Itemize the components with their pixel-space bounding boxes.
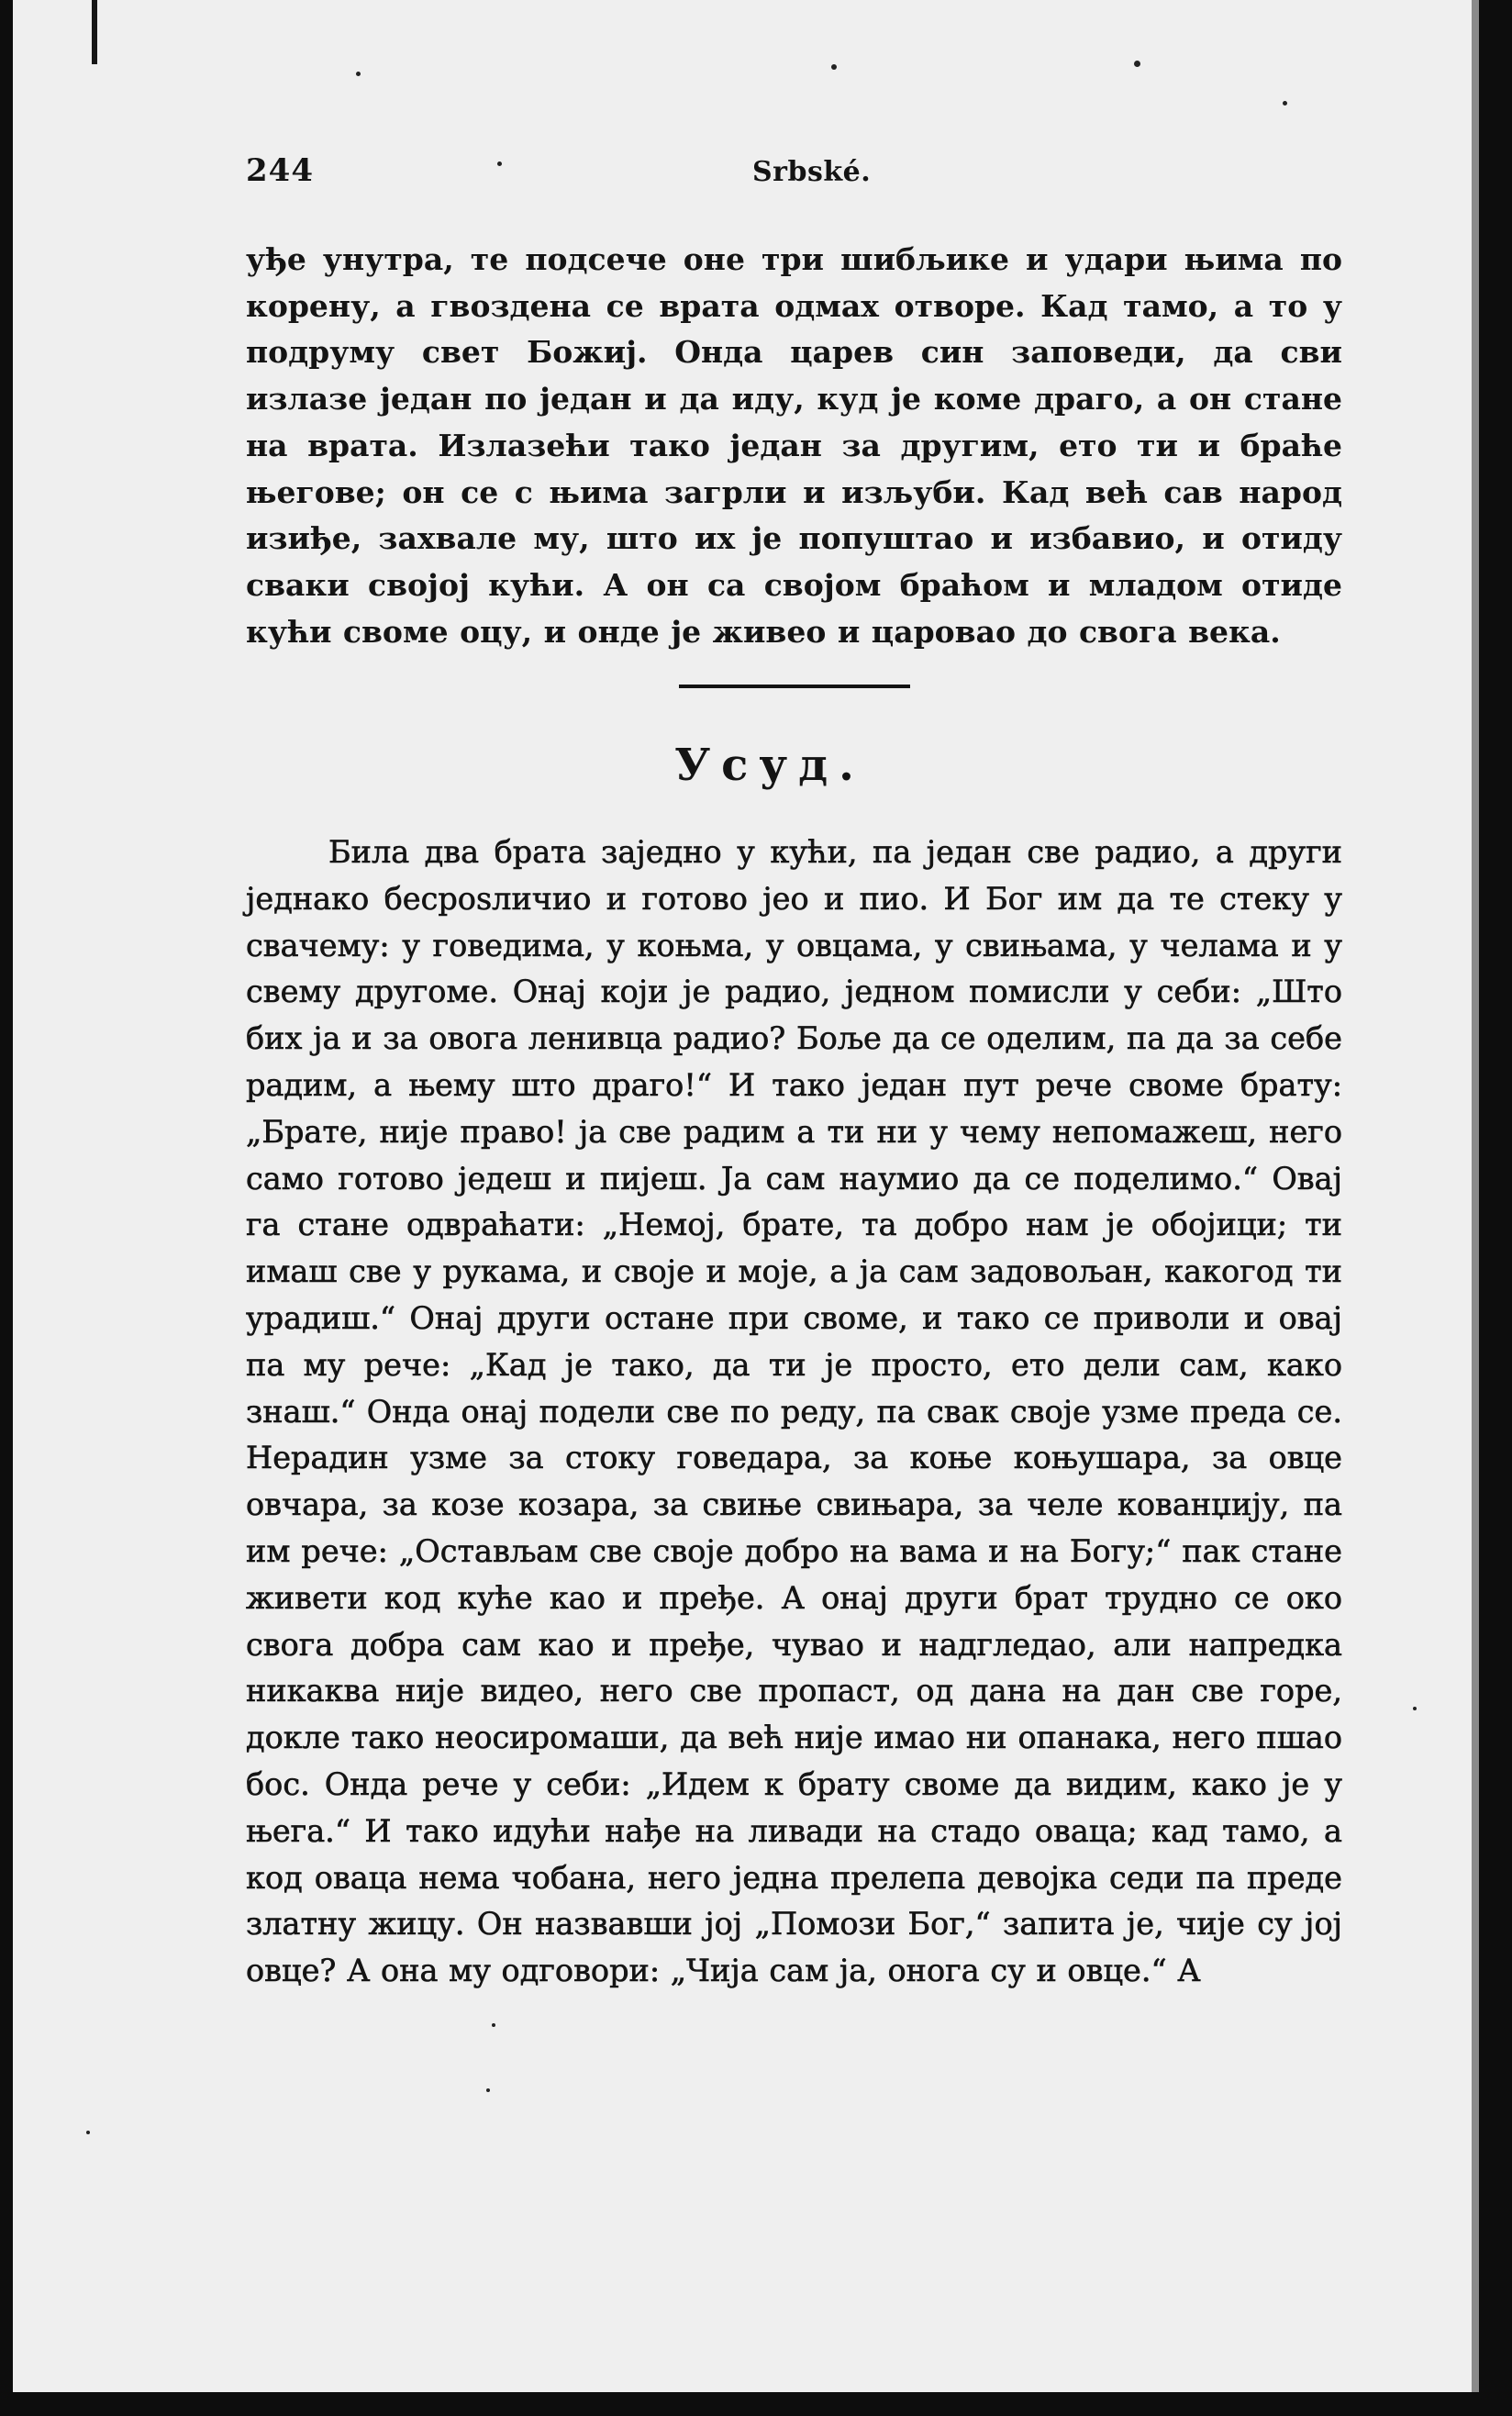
scan-edge-right	[1479, 0, 1512, 2416]
scan-speck	[1283, 101, 1287, 106]
scan-edge-left	[0, 0, 13, 2416]
scan-edge-bottom	[0, 2392, 1512, 2416]
scan-speck	[486, 2088, 490, 2092]
scan-speck	[1413, 1707, 1417, 1710]
scan-speck	[492, 2023, 495, 2027]
scan-edge-mark	[92, 0, 97, 64]
story-body	[246, 829, 1342, 1995]
scan-speck	[86, 2131, 90, 2134]
page-number: 244	[246, 152, 314, 189]
page-header	[246, 152, 1342, 198]
paragraph: Била два брата заједно у кући, па један све радио, а други једнако бесposличио и готово јео и пио. И Бог им да те стеку у свачему: у говедима, у коњма, у овцама, у свињама, у челама и у свему другоме. Онај који је радио, једном помисли у себи: „Што бих ја и за овога ленивца радио? Боље да се оделим, па да за себе радим, а њему што драго!“ И тако један пут рече своме брату: „Брате, није право! ја све радим а ти ни у чему непомажеш, него само готово једеш и пијеш. Ја сам наумио да се поделимо.“ Овај га стане одвраћати: „Немој, брате, та добро нам је обојици; ти имаш све у рукама, и своје и моје, а ја сам задовољан, какогод ти урадиш.“ Онај други остане при своме, и тако се приволи и овај па му рече: „Кад је тако, да ти је просто, ето дели сам, како знаш.“ Онда онај подели све по реду, па свак своје узме преда се. Нерадин узме за стоку говедара, за коње коњушара, за овце овчара, за козе козара, за свиње свињара, за челе кованџију, па им рече: „Остављам све своје добро на вама и на Богу;“ пак стане живети код куће као и пређе. А онај други брат трудно се око свога добра сам као и пређе, чувао и надгледао, али напредка никаква није видео, него све пропаст, од дана на дан све горе, докле тако неосиромаши, да већ није имао ни опанака, него пшао бос. Онда рече у себи: „Идем к брату своме да видим, како је у њега.“ И тако идући нађе на ливади на стадо оваца; кад тамо, а код оваца нема чобана, него једна прелепа девојка седи па преде златну жицу. Он назвавши јој „Помози Бог,“ запита је, чије су јој овце? А она му одговори: „Чија сам ја, онога су и овце.“ А	[246, 834, 1342, 1989]
running-head: Srbské.	[752, 156, 872, 188]
scan-speck	[831, 64, 837, 70]
scan-edge-right-shadow	[1472, 0, 1479, 2416]
story-title: Усуд.	[674, 740, 865, 791]
section-divider	[679, 685, 910, 688]
paragraph: уђе унутра, те подсече оне три шибљике и удари њима по корену, а гвоздена се врата одмах отворе. Кад тамо, а то у подруму свет Божиј. Онда царев син заповеди, да сви излазе један по један и да иду, куд је коме драго, а он стане на врата. Излазећи тако један за другим, ето ти и браће његове; он се с њима загрли и изљуби. Кад већ сав народ изиђе, захвале му, што их је попуштао и избавио, и отиду сваки својој кући. А он са својом браћом и младом отиде кући своме оцу, и онде је живео и царовао до свога века.	[246, 241, 1342, 650]
previous-story-ending	[246, 237, 1342, 655]
scan-speck	[356, 72, 361, 76]
scan-speck	[1134, 61, 1140, 67]
